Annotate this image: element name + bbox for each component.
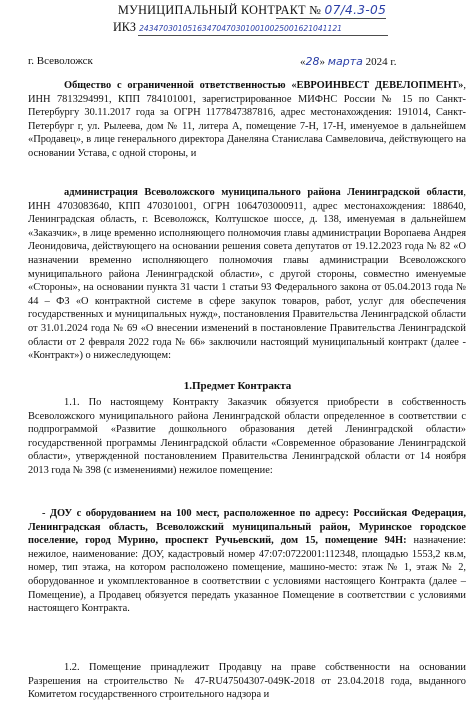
contract-city: г. Всеволожск	[28, 55, 93, 67]
party-seller-name: Общество с ограниченной ответственностью «ЕВРОИНВЕСТ ДЕВЕЛОПМЕНТ»	[64, 80, 464, 91]
contract-number-handwritten: 07/4.3-05	[324, 3, 387, 17]
section-1-heading: 1.Предмет Контракта	[183, 380, 292, 392]
date-day-handwritten: 28	[305, 55, 320, 68]
clause-1-1-object-details: назначение: нежилое, наименование: ДОУ, кадастровый номер 47:07:0722001:112348, площадью 1553,2 кв.м, номер, тип этажа, на котором расположено помещение, машино-место: этаж № 1, этаж № 2, оборудованное и укомплектованное в соответствии с условиями настоящего Контракта (далее – Помещение), а Продавец обязуется передать указанное Помещение в соответствии с условиями настоящего Контракта.	[28, 535, 466, 615]
party-seller-details: , ИНН 7813294991, КПП 784101001, зарегистрированное МИФНС России № 15 по Санкт-Петербургу 30.11.2017 года за ОГРН 1177847387816, адрес местонахождения: 191014, Санкт-Петербург г, ул. Рылеева, дом № 11, литера А, помещение 7-Н, 17-Н, именуемое в дальнейшем «Продавец», в лице генерального директора Данеляна Станислава Самвеловича, действующего на основании Устава, с одной стороны, и	[28, 80, 466, 159]
date-year: 2024 г.	[365, 56, 397, 68]
clause-1-1-paragraph	[28, 396, 466, 478]
ikz-label: ИКЗ	[113, 20, 137, 34]
clause-1-1-text: 1.1. По настоящему Контракту Заказчик обязуется приобрести в собственность Всеволожского муниципального района Ленинградской области определенное в соответствии с подпрограммой «Развитие дошкольного образования детей Ленинградской области» государственной программы Ленинградской области «Современное образование Ленинградской области», утвержденной постановлением Правительства Ленинградской области от 14 ноября 2013 года № 398 (с изменениями) нежилое помещение:	[28, 397, 466, 476]
contract-number-underline	[276, 17, 386, 20]
ikz-underline	[138, 34, 388, 37]
clause-1-2-text: 1.2. Помещение принадлежит Продавцу на праве собственности на основании Разрешения на строительство № 47-RU47504307-049К-2018 от 23.04.2018 года, выданного Комитетом государственного строительного надзора и	[28, 662, 466, 701]
party-customer-paragraph	[28, 186, 466, 363]
party-customer-details: , ИНН 4703083640, КПП 470301001, ОГРН 1064703000911, адрес местонахождения: 188640, Ленинградская область, г. Всеволожск, Колтушское шоссе, д. 138, именуемая в дальнейшем «Заказчик», в лице временно исполняющего полномочия главы администрации Воропаева Андрея Леонидовича, действующего на основании решения совета депутатов от 19.12.2023 года № 82 «О назначении временно исполняющего полномочия главы администрации Всеволожского муниципального района Ленинградской области», с другой стороны, совместно именуемые «Стороны», на основании пункта 31 части 1 статьи 93 Федерального закона от 05.04.2013 года № 44 – ФЗ «О контрактной системе в сфере закупок товаров, работ, услуг для обеспечения государственных и муниципальных нужд», постановления Правительства Ленинградской области от 31.01.2024 года № 69 «О внесении изменений в постановление Правительства Ленинградской области от 2 февраля 2022 года № 66» заключили настоящий муниципальный контракт (далее - «Контракт») о нижеследующем:	[28, 187, 466, 362]
contract-title	[118, 4, 386, 18]
date-month-handwritten: марта	[327, 55, 363, 68]
ikz-code-handwritten: 243470301051634704703010010025001621041121	[139, 24, 343, 33]
contract-title-text: МУНИЦИПАЛЬНЫЙ КОНТРАКТ №	[118, 3, 322, 17]
clause-1-1-object-paragraph	[28, 507, 466, 616]
party-seller-paragraph	[28, 79, 466, 161]
clause-1-1-object-address: - ДОУ с оборудованием на 100 мест, расположенное по адресу: Российская Федерация, Ленинградская область, Всеволожский муниципальный район, Муринское городское поселение, город Мурино, проспект Ручьевский, дом 15, помещение 94Н:	[28, 508, 466, 547]
contract-date: «28» марта 2024 г.	[300, 55, 397, 68]
clause-1-2-paragraph	[28, 661, 466, 702]
party-customer-name: администрация Всеволожского муниципального района Ленинградской области	[64, 187, 464, 198]
